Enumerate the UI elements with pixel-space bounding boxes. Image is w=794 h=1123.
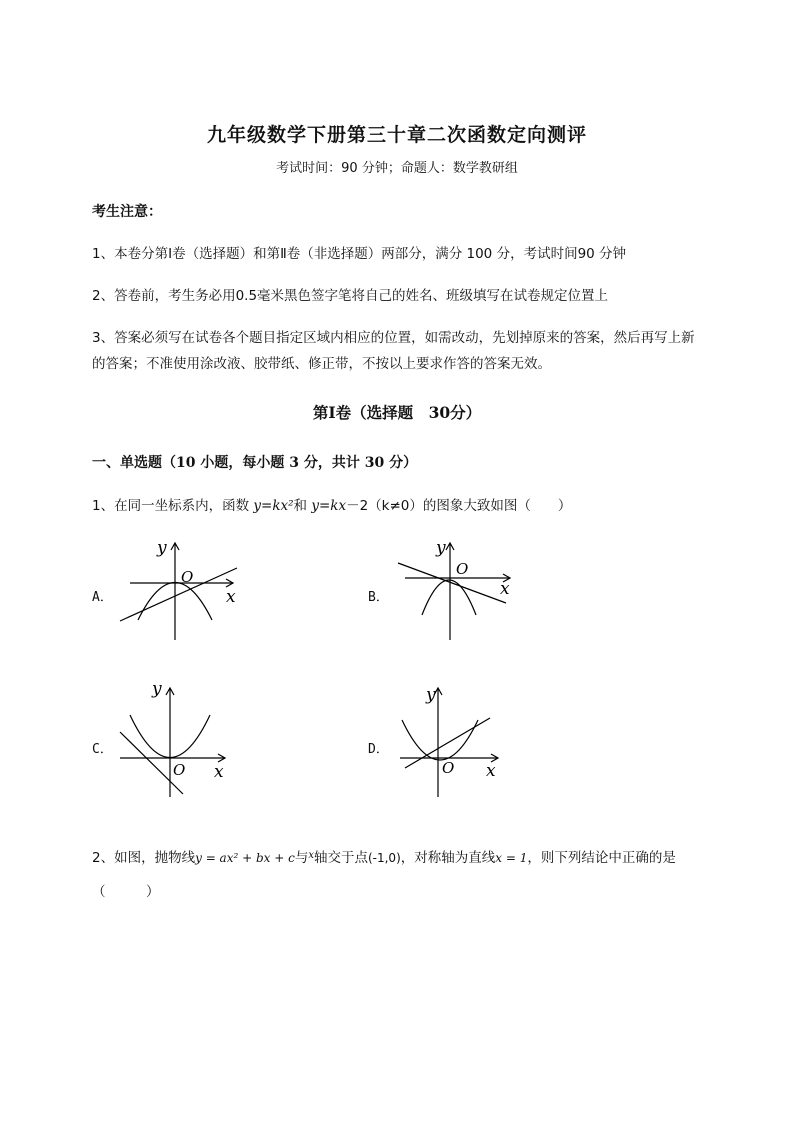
- notice-item-1: 1、本卷分第Ⅰ卷（选择题）和第Ⅱ卷（非选择题）两部分，满分 100 分，考试时间90 分钟: [92, 246, 627, 262]
- q2-point: (-1,0): [367, 851, 401, 865]
- option-d-label[interactable]: D．: [368, 742, 389, 757]
- origin-label: O: [442, 759, 455, 777]
- q1-suffix: －2（k≠0）的图象大致如图（ ）: [346, 498, 572, 514]
- option-b-graph: [390, 535, 520, 645]
- section-heading: 第Ⅰ卷（选择题 30分）: [312, 403, 482, 422]
- option-c-label[interactable]: C．: [92, 742, 113, 757]
- exam-info: 考试时间：90 分钟；命题人：数学教研组: [276, 161, 518, 176]
- y-axis-label: y: [152, 679, 162, 699]
- option-d-graph: [390, 680, 520, 800]
- notice-item-3: 3、答案必须写在试卷各个题目指定区域内相应的位置，如需改动，先划掉原来的答案，然后再写上新: [92, 330, 695, 346]
- question-1-text: [92, 494, 571, 514]
- subsection-heading: 一、单选题（10 小题，每小题 3 分，共计 30 分）: [92, 455, 418, 471]
- q2-suffix: ，则下列结论中正确的是: [527, 850, 676, 866]
- option-c-graph: [115, 680, 245, 800]
- q2-axis: x = 1: [495, 851, 528, 865]
- parabola-curve: [422, 580, 476, 615]
- notice-heading: 考生注意：: [92, 204, 162, 220]
- q1-formula-2: y=kx: [311, 498, 347, 514]
- option-b-label[interactable]: B．: [368, 590, 389, 605]
- q2-mid3: ，对称轴为直线: [400, 850, 496, 866]
- q2-answer-blank: （ ）: [92, 884, 160, 900]
- origin-label: O: [173, 761, 186, 779]
- line-graph: [120, 568, 237, 621]
- q2-xvar: x: [308, 850, 314, 861]
- x-axis-label: x: [486, 761, 496, 781]
- parabola-curve: [402, 720, 478, 760]
- origin-label: O: [181, 568, 194, 586]
- x-axis-label: x: [500, 579, 510, 599]
- y-axis-label: y: [436, 538, 446, 558]
- notice-item-3-cont: 的答案；不准使用涂改液、胶带纸、修正带，不按以上要求作答的答案无效。: [92, 356, 551, 372]
- page-title: 九年级数学下册第三十章二次函数定向测评: [206, 124, 587, 146]
- notice-item-2: 2、答卷前，考生务必用0.5毫米黑色签字笔将自己的姓名、班级填写在试卷规定位置上: [92, 288, 609, 304]
- q1-mid: 和: [293, 498, 312, 514]
- q2-prefix: 2、如图，抛物线: [92, 850, 196, 866]
- question-2-text: [92, 846, 676, 866]
- q1-prefix: 1、在同一坐标系内，函数: [92, 498, 254, 514]
- option-a-label[interactable]: A．: [92, 590, 113, 605]
- q2-mid1: 与: [294, 850, 309, 866]
- x-axis-label: x: [226, 587, 236, 607]
- q2-mid2: 轴交于点: [313, 850, 368, 866]
- q2-equation: y = ax² + bx + c: [195, 851, 295, 865]
- line-graph: [398, 563, 506, 603]
- option-a-graph: [115, 535, 245, 645]
- origin-label: O: [456, 560, 469, 578]
- x-axis-label: x: [214, 762, 224, 782]
- y-axis-label: y: [426, 685, 436, 705]
- q1-formula-1: y=kx²: [253, 498, 294, 514]
- y-axis-label: y: [157, 538, 167, 558]
